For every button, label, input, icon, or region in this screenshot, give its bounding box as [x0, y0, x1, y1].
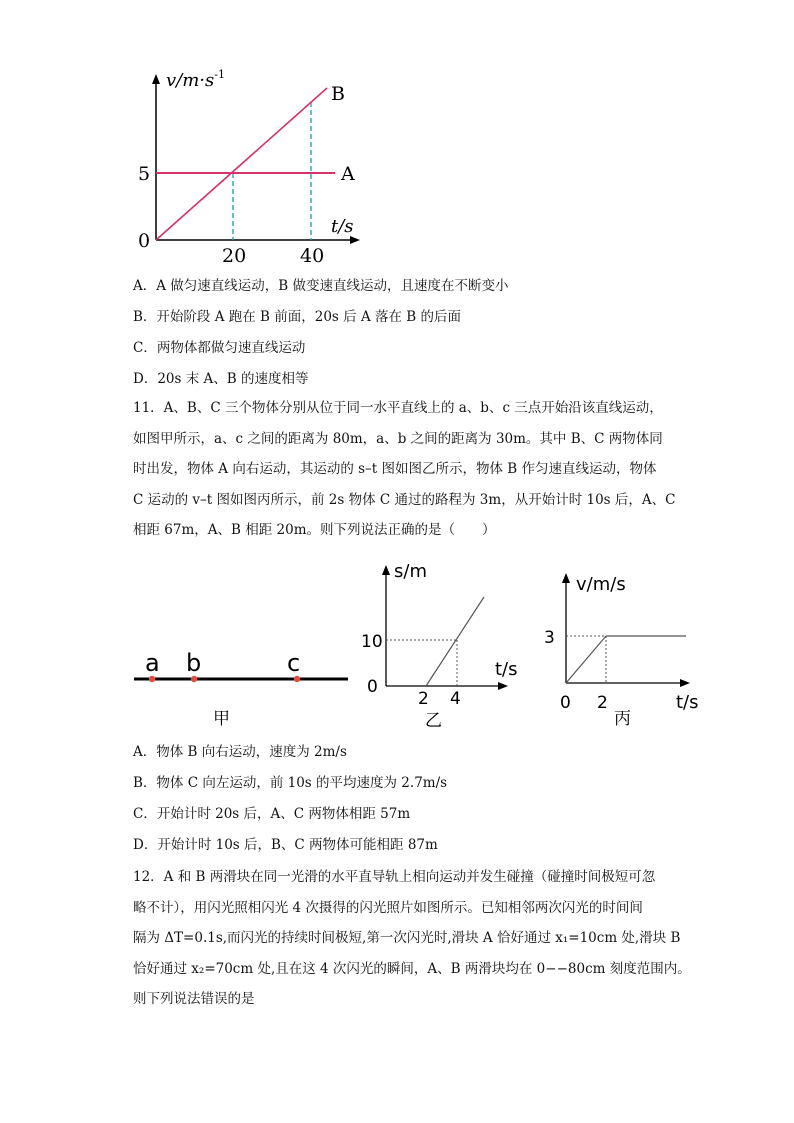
bing-origin: 0	[560, 693, 571, 713]
yi-x-label: t/s	[495, 659, 518, 680]
q11-option-d: D．开始计时 10s 后，B、C 两物体可能相距 87m	[133, 837, 438, 853]
vt-line-a-label: A	[341, 163, 355, 185]
bing-series-ramp	[566, 636, 606, 683]
bing-y-label: v/m/s	[576, 574, 626, 595]
q11-line-3: 时出发，物体 A 向右运动，其运动的 s–t 图如图乙所示，物体 B 作匀速直线运动，物体	[133, 461, 657, 478]
bing-x-arrow	[680, 679, 690, 687]
q11-option-a: A．物体 B 向右运动，速度为 2m/s	[133, 744, 347, 760]
yi-x-tick-2: 2	[418, 689, 429, 709]
q12-line-5: 则下列说法错误的是	[133, 991, 255, 1008]
jia-label-b: b	[186, 649, 202, 677]
q12-stem	[133, 862, 691, 1015]
q10-option-a: A．A 做匀速直线运动，B 做变速直线运动，且速度在不断变小	[133, 278, 509, 294]
bing-x-label: t/s	[676, 692, 699, 713]
vt-x-tick-40: 40	[300, 245, 325, 267]
q12-line-4: 恰好通过 x₂=70cm 处,且在这 4 次闪光的瞬间，A、B 两滑块均在 0−−80cm 刻度范围内。	[133, 960, 691, 977]
yi-y-tick-10: 10	[361, 632, 383, 652]
q12-line-3: 隔为 ΔT=0.1s,而闪光的持续时间极短,第一次闪光时,滑块 A 恰好通过 x₁=10cm 处,滑块 B	[133, 930, 681, 947]
vt-line-b-label: B	[331, 83, 345, 105]
q10-option-c: C．两物体都做匀速直线运动	[133, 340, 306, 356]
yi-x-tick-4: 4	[450, 689, 461, 709]
q11-line-5: 相距 67m，A、B 相距 20m。则下列说法正确的是（ ）	[133, 522, 496, 539]
bing-y-tick-3: 3	[544, 628, 555, 648]
jia-label-c: c	[287, 649, 301, 677]
q11-line-2: 如图甲所示，a、c 之间的距离为 80m，a、b 之间的距离为 30m。其中 B、C 两物体同	[133, 430, 663, 447]
jia-label-a: a	[145, 649, 160, 677]
bing-caption: 丙	[614, 709, 631, 729]
jia-caption: 甲	[213, 709, 230, 729]
q12-line-2: 略不计），用闪光照相闪光 4 次摄得的闪光照片如图所示。已知相邻两次闪光的时间间	[133, 899, 643, 916]
bing-x-tick-2: 2	[597, 693, 608, 713]
vt-origin: 0	[138, 230, 151, 252]
vt-y-label: $v/m\cdot s^{-1}$	[166, 68, 225, 91]
q11-option-c: C．开始计时 20s 后，A、C 两物体相距 57m	[133, 806, 411, 822]
yi-y-label: s/m	[394, 561, 427, 582]
yi-caption: 乙	[425, 711, 442, 731]
q10-option-b: B．开始阶段 A 跑在 B 前面，20s 后 A 落在 B 的后面	[133, 309, 461, 325]
bing-y-arrow	[562, 573, 570, 583]
vt-y-tick-5: 5	[138, 163, 151, 185]
q11-line-4: C 运动的 v–t 图如图丙所示，前 2s 物体 C 通过的路程为 3m，从开始计时 10s 后，A、C	[133, 491, 676, 508]
q12-line-1: 12．A 和 B 两滑块在同一光滑的水平直导轨上相向运动并发生碰撞（碰撞时间极短可忽	[133, 869, 656, 885]
q10-option-d: D．20s 末 A、B 的速度相等	[133, 371, 309, 387]
vt-x-label: t/s	[331, 216, 354, 237]
vt-x-tick-20: 20	[222, 245, 247, 267]
q11-line-1: 11．A、B、C 三个物体分别从位于同一水平直线上的 a、b、c 三点开始沿该直线运动，	[133, 400, 663, 416]
q11-option-b: B．物体 C 向左运动，前 10s 的平均速度为 2.7m/s	[133, 775, 448, 791]
yi-origin: 0	[367, 677, 378, 697]
